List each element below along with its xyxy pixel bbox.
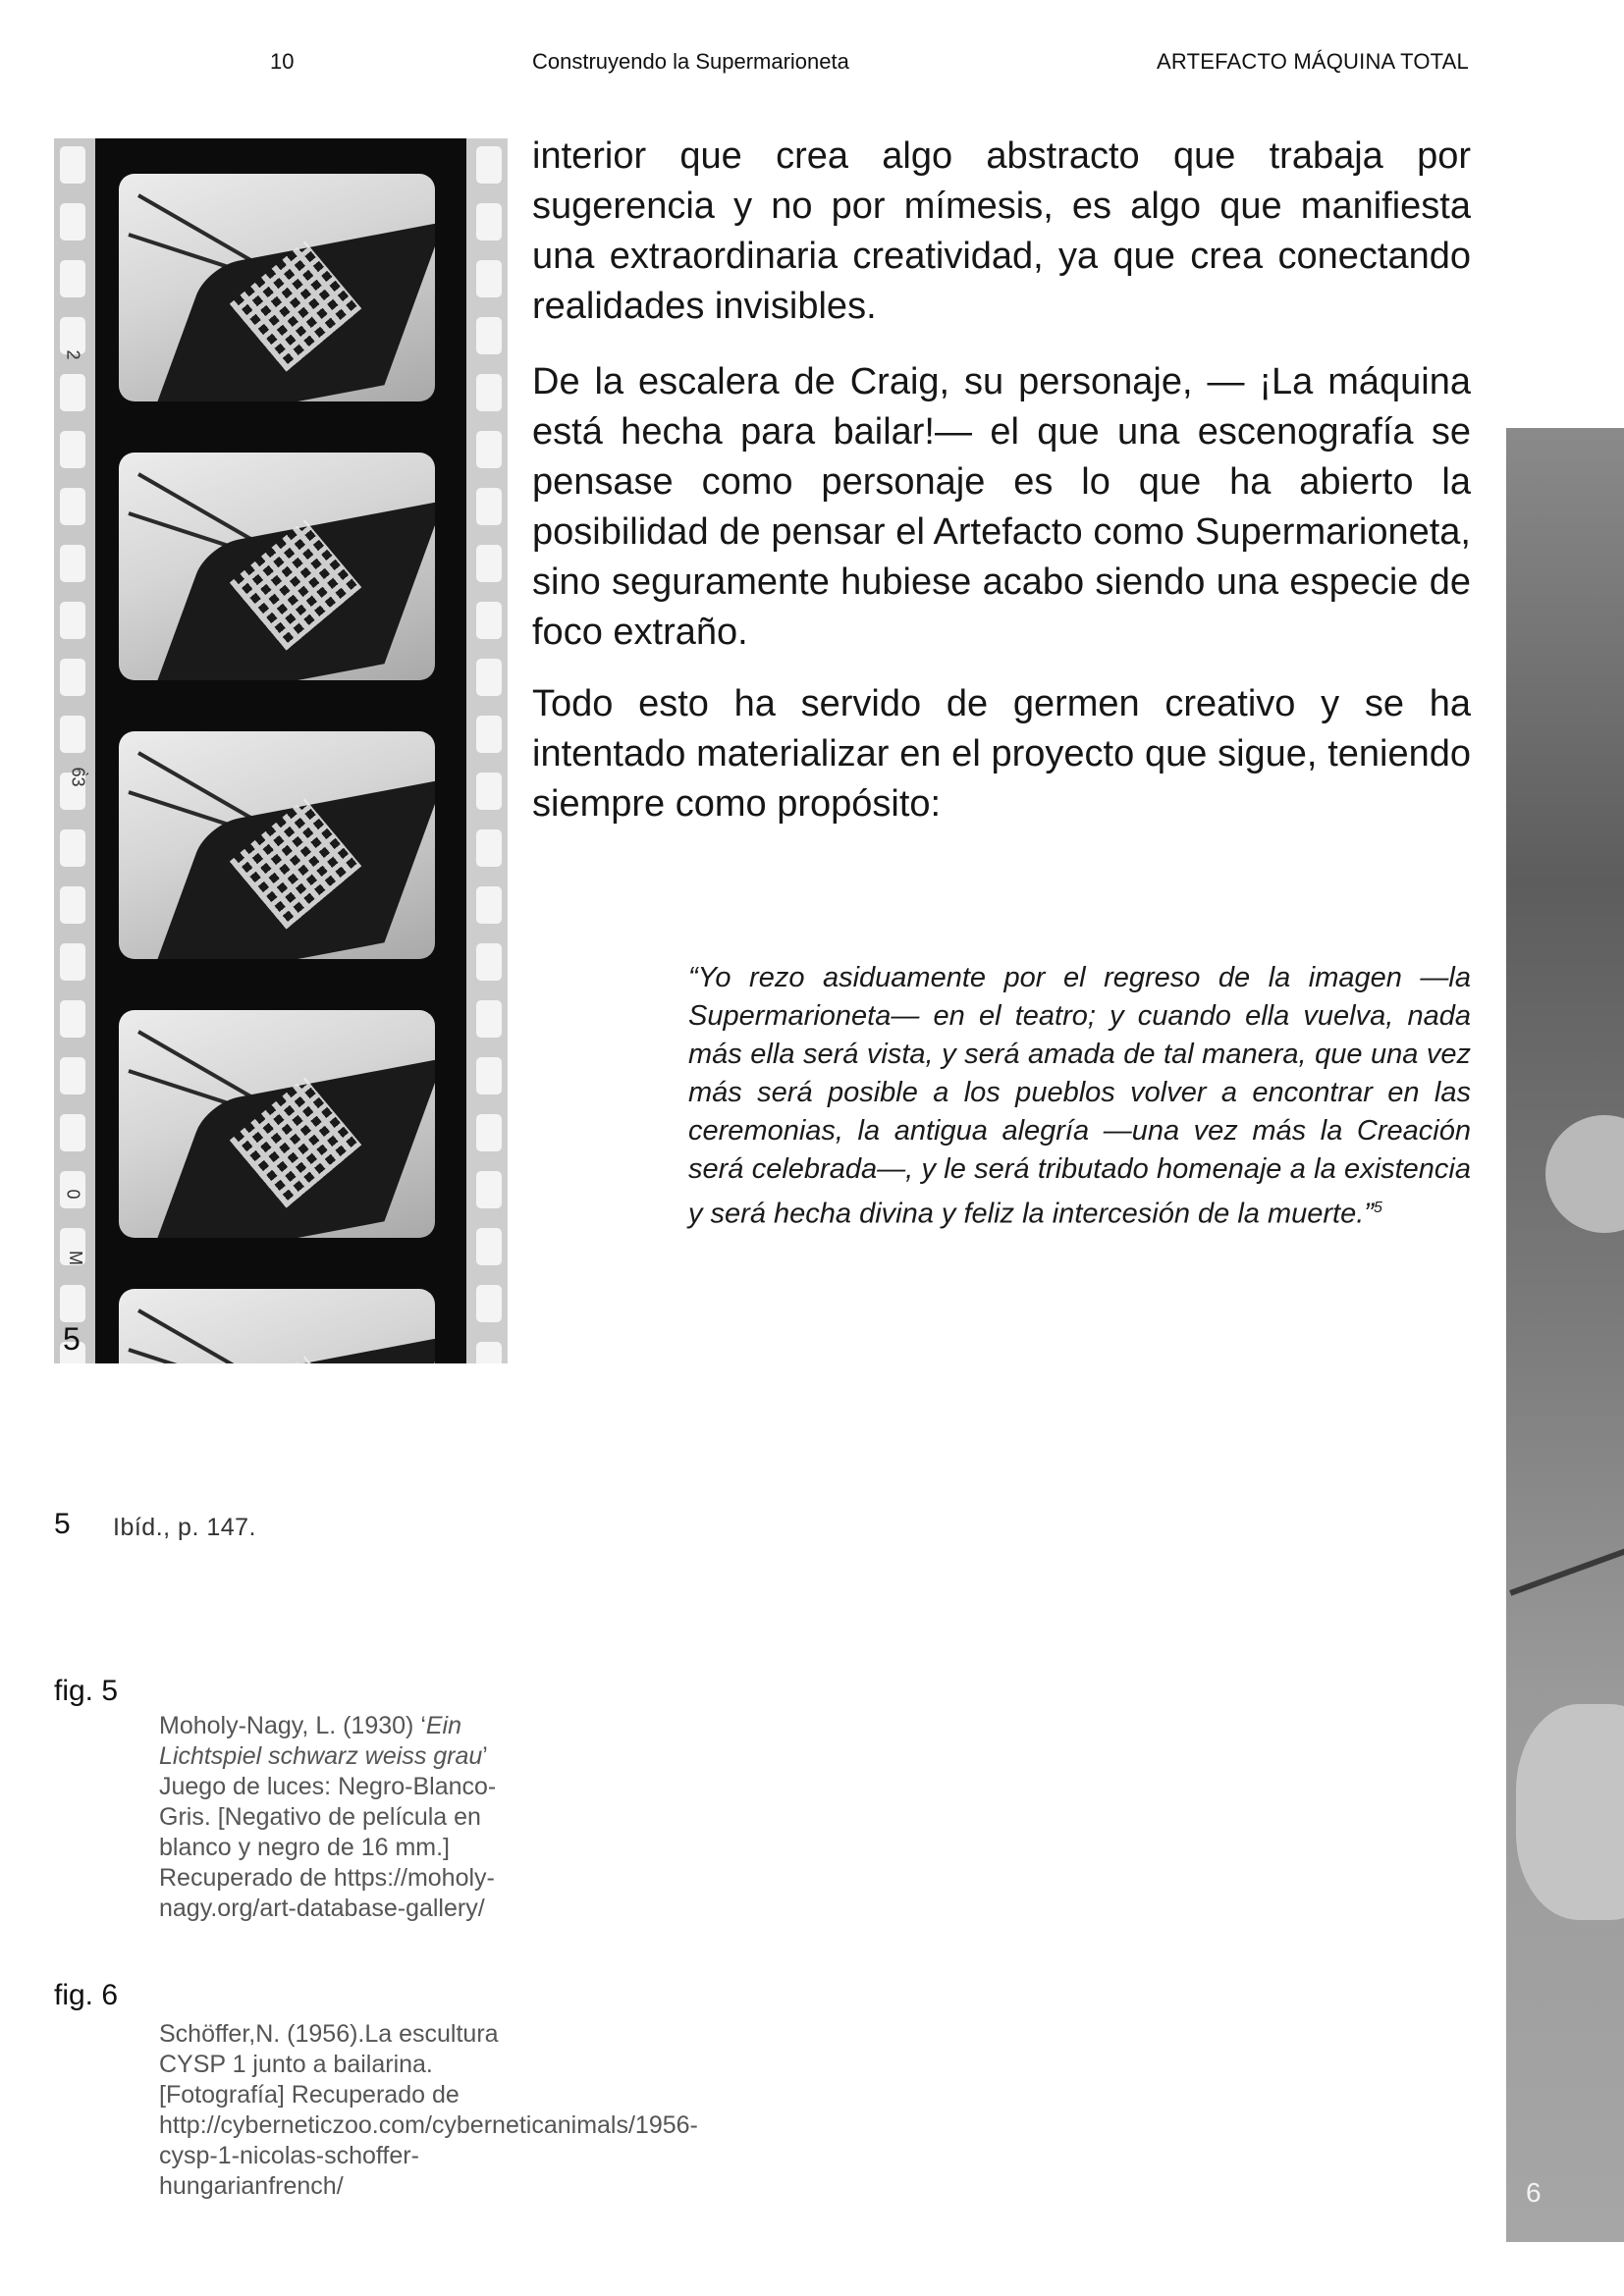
sprocket-hole <box>476 146 502 184</box>
film-frame <box>119 1010 435 1238</box>
sprocket-hole <box>476 1342 502 1363</box>
film-frame <box>119 731 435 959</box>
sprocket-hole <box>476 659 502 696</box>
sprocket-hole <box>476 374 502 411</box>
film-strip-figure <box>54 138 508 1363</box>
running-header-chapter: Construyendo la Supermarioneta <box>532 49 849 74</box>
film-frame <box>119 1289 435 1363</box>
caption-text: ’ Juego de luces: Negro-Blanco-Gris. [Negativo de película en blanco y negro de 16 mm.] Recuperado de https://moholy-nagy.org/art-database-gallery/ <box>159 1742 497 1922</box>
film-edge-code: 0 <box>63 1189 83 1200</box>
film-sprocket-column-left <box>54 138 95 1363</box>
sprocket-hole <box>60 1057 85 1095</box>
body-paragraph: De la escalera de Craig, su personaje, — ¡La máquina está hecha para bailar!— el que una escenografía se pensase como personaje es lo que ha abierto la posibilidad de pensar el Artefacto como Supermarioneta, sino seguramente hubiese acabo siendo una especie de foco extraño. <box>532 361 1471 653</box>
sprocket-hole <box>60 431 85 468</box>
caption-label-fig5: fig. 5 <box>54 1675 119 1707</box>
film-frame <box>119 453 435 680</box>
sprocket-hole <box>476 1285 502 1322</box>
sprocket-hole <box>60 146 85 184</box>
film-frame <box>119 174 435 401</box>
sprocket-hole <box>60 488 85 525</box>
caption-fig5 <box>159 1711 503 1924</box>
film-sprocket-column-right <box>466 138 508 1363</box>
sprocket-hole <box>60 1114 85 1151</box>
footnote-text: Ibíd., p. 147. <box>113 1514 256 1541</box>
sprocket-hole <box>476 602 502 639</box>
film-edge-code: 2 <box>63 349 83 360</box>
sprocket-hole <box>476 260 502 297</box>
sprocket-hole <box>60 659 85 696</box>
figure-number-6: 6 <box>1526 2177 1542 2208</box>
sprocket-hole <box>476 488 502 525</box>
sprocket-hole <box>476 1057 502 1095</box>
sprocket-hole <box>60 1285 85 1322</box>
figure-number-5: 5 <box>63 1321 81 1357</box>
sprocket-hole <box>476 545 502 582</box>
body-paragraph: Todo esto ha servido de germen creativo y se ha intentado materializar en el proyecto que sigue, teniendo siempre como propósito: <box>532 683 1471 825</box>
sprocket-hole <box>476 203 502 240</box>
sprocket-hole <box>60 1000 85 1038</box>
sprocket-hole <box>60 829 85 867</box>
sprocket-hole <box>476 829 502 867</box>
sprocket-hole <box>60 317 85 354</box>
footnote-number: 5 <box>54 1508 71 1540</box>
sprocket-hole <box>476 1228 502 1265</box>
sprocket-hole <box>60 716 85 753</box>
page-number: 10 <box>270 49 295 74</box>
sprocket-hole <box>60 374 85 411</box>
footnote-ref: 5 <box>1373 1200 1382 1216</box>
sprocket-hole <box>60 943 85 981</box>
sculpture-photo-figure <box>1506 428 1624 2242</box>
sprocket-hole <box>476 1114 502 1151</box>
sprocket-hole <box>476 317 502 354</box>
sprocket-hole <box>60 602 85 639</box>
sprocket-hole <box>476 716 502 753</box>
caption-fig6: Schöffer,N. (1956).La escultura CYSP 1 junto a bailarina. [Fotografía] Recuperado de http://cyberneticzoo.com/cyberneticanimals/1956-cysp-1-nicolas-schoffer-hungarianfrench/ <box>159 2020 698 2200</box>
sprocket-hole <box>60 203 85 240</box>
body-paragraph: interior que crea algo abstracto que trabaja por sugerencia y no por mímesis, es algo que manifiesta una extraordinaria creatividad, ya que crea conectando realidades invisibles. <box>532 135 1471 327</box>
sprocket-hole <box>476 886 502 924</box>
sprocket-hole <box>476 773 502 810</box>
caption-title: Ein Lichtspiel schwarz weiss grau <box>159 1712 483 1770</box>
caption-text: Moholy-Nagy, L. (1930) ‘ <box>159 1712 426 1739</box>
running-header-section: ARTEFACTO MÁQUINA TOTAL <box>1157 49 1469 74</box>
sprocket-hole <box>60 886 85 924</box>
sprocket-hole <box>60 545 85 582</box>
film-edge-code: 6̀3 <box>68 767 88 787</box>
sprocket-hole <box>476 431 502 468</box>
sprocket-hole <box>476 1171 502 1208</box>
caption-label-fig6: fig. 6 <box>54 1979 119 2011</box>
quote-text: “Yo rezo asiduamente por el regreso de la imagen —la Supermarioneta— en el teatro; y cuando ella vuelva, nada más ella será vista, y será amada de tal manera, que una vez más será posible a los pueblos volver a encontrar en las ceremonias, la antigua alegría —una vez más la Creación será celebrada—, y le será tributado homenaje a la existencia y será hecha divina y feliz la intercesión de la muerte.” <box>688 962 1471 1230</box>
sprocket-hole <box>60 260 85 297</box>
film-edge-code: M <box>66 1251 85 1265</box>
sprocket-hole <box>476 1000 502 1038</box>
block-quote <box>688 959 1471 1234</box>
sprocket-hole <box>476 943 502 981</box>
